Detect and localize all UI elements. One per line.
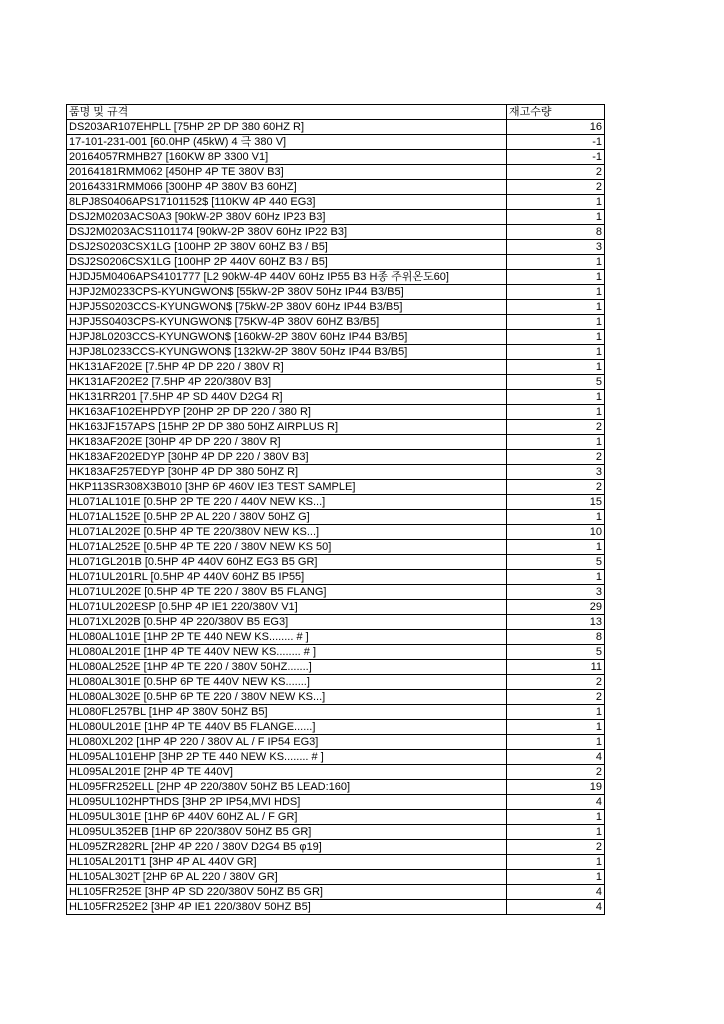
table-row xyxy=(67,570,605,585)
stock-qty-cell: 1 xyxy=(507,360,605,375)
item-name-cell: HL071UL202E [0.5HP 4P TE 220 / 380V B5 FLANG] xyxy=(67,585,507,600)
item-name-cell: HL071XL202B [0.5HP 4P 220/380V B5 EG3] xyxy=(67,615,507,630)
item-name-cell: DS203AR107EHPLL [75HP 2P DP 380 60HZ R] xyxy=(67,120,507,135)
stock-qty-cell: 4 xyxy=(507,900,605,915)
table-row xyxy=(67,795,605,810)
item-name-cell: HL095UL352EB [1HP 6P 220/380V 50HZ B5 GR] xyxy=(67,825,507,840)
table-row xyxy=(67,315,605,330)
stock-qty-cell: 10 xyxy=(507,525,605,540)
table-row xyxy=(67,660,605,675)
item-name-cell: HL095ZR282RL [2HP 4P 220 / 380V D2G4 B5 φ19] xyxy=(67,840,507,855)
stock-qty-cell: 4 xyxy=(507,750,605,765)
table-row xyxy=(67,855,605,870)
table-row xyxy=(67,405,605,420)
table-row xyxy=(67,270,605,285)
stock-qty-cell: 8 xyxy=(507,225,605,240)
stock-qty-cell: 3 xyxy=(507,465,605,480)
inventory-sheet xyxy=(66,104,605,915)
item-name-cell: HL071AL101E [0.5HP 2P TE 220 / 440V NEW KS...] xyxy=(67,495,507,510)
item-name-cell: HK183AF202EDYP [30HP 4P DP 220 / 380V B3] xyxy=(67,450,507,465)
table-row xyxy=(67,480,605,495)
stock-qty-cell: 4 xyxy=(507,885,605,900)
stock-qty-cell: 1 xyxy=(507,300,605,315)
table-row xyxy=(67,330,605,345)
table-row xyxy=(67,840,605,855)
header-item-name: 품명 및 규격 xyxy=(67,105,507,120)
table-row xyxy=(67,585,605,600)
table-row xyxy=(67,300,605,315)
item-name-cell: HL105FR252E [3HP 4P SD 220/380V 50HZ B5 GR] xyxy=(67,885,507,900)
inventory-table-body xyxy=(67,105,605,915)
item-name-cell: HL095UL102HPTHDS [3HP 2P IP54,MVI HDS] xyxy=(67,795,507,810)
item-name-cell: HL080AL252E [1HP 4P TE 220 / 380V 50HZ.......] xyxy=(67,660,507,675)
table-row xyxy=(67,435,605,450)
stock-qty-cell: 1 xyxy=(507,435,605,450)
stock-qty-cell: -1 xyxy=(507,150,605,165)
table-row xyxy=(67,285,605,300)
item-name-cell: 20164057RMHB27 [160KW 8P 3300 V1] xyxy=(67,150,507,165)
stock-qty-cell: 1 xyxy=(507,510,605,525)
stock-qty-cell: 3 xyxy=(507,585,605,600)
item-name-cell: HJPJ8L0233CCS-KYUNGWON$ [132kW-2P 380V 50Hz IP44 B3/B5] xyxy=(67,345,507,360)
stock-qty-cell: 1 xyxy=(507,825,605,840)
table-row xyxy=(67,120,605,135)
item-name-cell: HL071AL252E [0.5HP 4P TE 220 / 380V NEW KS 50] xyxy=(67,540,507,555)
table-row xyxy=(67,825,605,840)
item-name-cell: DSJ2S0206CSX1LG [100HP 2P 440V 60HZ B3 / B5] xyxy=(67,255,507,270)
table-row xyxy=(67,150,605,165)
item-name-cell: HK183AF257EDYP [30HP 4P DP 380 50HZ R] xyxy=(67,465,507,480)
item-name-cell: HL080AL201E [1HP 4P TE 440V NEW KS........ # ] xyxy=(67,645,507,660)
item-name-cell: HL095AL101EHP [3HP 2P TE 440 NEW KS........ # ] xyxy=(67,750,507,765)
stock-qty-cell: 2 xyxy=(507,840,605,855)
item-name-cell: 20164331RMM066 [300HP 4P 380V B3 60HZ] xyxy=(67,180,507,195)
stock-qty-cell: 1 xyxy=(507,735,605,750)
item-name-cell: HL095UL301E [1HP 6P 440V 60HZ AL / F GR] xyxy=(67,810,507,825)
stock-qty-cell: 1 xyxy=(507,855,605,870)
item-name-cell: HL095FR252ELL [2HP 4P 220/380V 50HZ B5 LEAD:160] xyxy=(67,780,507,795)
item-name-cell: HL071AL152E [0.5HP 2P AL 220 / 380V 50HZ G] xyxy=(67,510,507,525)
stock-qty-cell: 1 xyxy=(507,330,605,345)
stock-qty-cell: 5 xyxy=(507,645,605,660)
table-row xyxy=(67,600,605,615)
table-row xyxy=(67,465,605,480)
item-name-cell: HL080AL302E [0.5HP 6P TE 220 / 380V NEW KS...] xyxy=(67,690,507,705)
item-name-cell: HK131AF202E [7.5HP 4P DP 220 / 380V R] xyxy=(67,360,507,375)
stock-qty-cell: 1 xyxy=(507,705,605,720)
table-row xyxy=(67,210,605,225)
table-row xyxy=(67,375,605,390)
stock-qty-cell: 1 xyxy=(507,390,605,405)
item-name-cell: HKP113SR308X3B010 [3HP 6P 460V IE3 TEST SAMPLE] xyxy=(67,480,507,495)
table-row xyxy=(67,720,605,735)
stock-qty-cell: 5 xyxy=(507,375,605,390)
item-name-cell: DSJ2S0203CSX1LG [100HP 2P 380V 60HZ B3 / B5] xyxy=(67,240,507,255)
stock-qty-cell: 1 xyxy=(507,270,605,285)
stock-qty-cell: 2 xyxy=(507,420,605,435)
table-row xyxy=(67,390,605,405)
item-name-cell: HL080AL301E [0.5HP 6P TE 440V NEW KS.......] xyxy=(67,675,507,690)
item-name-cell: HJDJ5M0406APS4101777 [L2 90kW-4P 440V 60Hz IP55 B3 H종 주위온도60] xyxy=(67,270,507,285)
table-row xyxy=(67,555,605,570)
table-row xyxy=(67,900,605,915)
stock-qty-cell: 1 xyxy=(507,210,605,225)
table-row xyxy=(67,885,605,900)
stock-qty-cell: 1 xyxy=(507,810,605,825)
stock-qty-cell: 1 xyxy=(507,345,605,360)
table-row xyxy=(67,765,605,780)
stock-qty-cell: 1 xyxy=(507,285,605,300)
item-name-cell: 17-101-231-001 [60.0HP (45kW) 4 극 380 V] xyxy=(67,135,507,150)
item-name-cell: HL080XL202 [1HP 4P 220 / 380V AL / F IP54 EG3] xyxy=(67,735,507,750)
item-name-cell: DSJ2M0203ACS1101174 [90kW-2P 380V 60Hz IP22 B3] xyxy=(67,225,507,240)
stock-qty-cell: 1 xyxy=(507,315,605,330)
stock-qty-cell: 29 xyxy=(507,600,605,615)
table-row xyxy=(67,615,605,630)
table-row xyxy=(67,735,605,750)
table-row xyxy=(67,510,605,525)
item-name-cell: HK131RR201 [7.5HP 4P SD 440V D2G4 R] xyxy=(67,390,507,405)
item-name-cell: HL071GL201B [0.5HP 4P 440V 60HZ EG3 B5 GR] xyxy=(67,555,507,570)
item-name-cell: HL080FL257BL [1HP 4P 380V 50HZ B5] xyxy=(67,705,507,720)
stock-qty-cell: 2 xyxy=(507,690,605,705)
table-row xyxy=(67,705,605,720)
table-row xyxy=(67,675,605,690)
stock-qty-cell: 2 xyxy=(507,480,605,495)
stock-qty-cell: 3 xyxy=(507,240,605,255)
item-name-cell: HL105AL302T [2HP 6P AL 220 / 380V GR] xyxy=(67,870,507,885)
table-row xyxy=(67,255,605,270)
item-name-cell: 20164181RMM062 [450HP 4P TE 380V B3] xyxy=(67,165,507,180)
table-row xyxy=(67,750,605,765)
table-row xyxy=(67,525,605,540)
stock-qty-cell: 8 xyxy=(507,630,605,645)
item-name-cell: HL095AL201E [2HP 4P TE 440V] xyxy=(67,765,507,780)
stock-qty-cell: 1 xyxy=(507,405,605,420)
stock-qty-cell: 5 xyxy=(507,555,605,570)
stock-qty-cell: 1 xyxy=(507,195,605,210)
table-row xyxy=(67,225,605,240)
table-row xyxy=(67,780,605,795)
stock-qty-cell: 2 xyxy=(507,675,605,690)
table-row xyxy=(67,135,605,150)
item-name-cell: HJPJ5S0403CPS-KYUNGWON$ [75KW-4P 380V 60HZ B3/B5] xyxy=(67,315,507,330)
table-row xyxy=(67,630,605,645)
item-name-cell: HL105FR252E2 [3HP 4P IE1 220/380V 50HZ B5] xyxy=(67,900,507,915)
table-row xyxy=(67,345,605,360)
item-name-cell: HL080AL101E [1HP 2P TE 440 NEW KS........ # ] xyxy=(67,630,507,645)
item-name-cell: HL071AL202E [0.5HP 4P TE 220/380V NEW KS...] xyxy=(67,525,507,540)
item-name-cell: HK183AF202E [30HP 4P DP 220 / 380V R] xyxy=(67,435,507,450)
table-row xyxy=(67,540,605,555)
stock-qty-cell: 15 xyxy=(507,495,605,510)
inventory-table xyxy=(66,104,605,915)
stock-qty-cell: 2 xyxy=(507,765,605,780)
table-row xyxy=(67,420,605,435)
stock-qty-cell: 2 xyxy=(507,165,605,180)
table-row xyxy=(67,690,605,705)
table-row xyxy=(67,870,605,885)
table-row xyxy=(67,165,605,180)
table-row xyxy=(67,195,605,210)
stock-qty-cell: 19 xyxy=(507,780,605,795)
stock-qty-cell: 1 xyxy=(507,870,605,885)
table-row xyxy=(67,240,605,255)
stock-qty-cell: 16 xyxy=(507,120,605,135)
item-name-cell: HL071UL202ESP [0.5HP 4P IE1 220/380V V1] xyxy=(67,600,507,615)
stock-qty-cell: 13 xyxy=(507,615,605,630)
item-name-cell: HK131AF202E2 [7.5HP 4P 220/380V B3] xyxy=(67,375,507,390)
table-header-row xyxy=(67,105,605,120)
stock-qty-cell: 1 xyxy=(507,720,605,735)
table-row xyxy=(67,180,605,195)
table-row xyxy=(67,495,605,510)
item-name-cell: HL071UL201RL [0.5HP 4P 440V 60HZ B5 IP55] xyxy=(67,570,507,585)
item-name-cell: HJPJ2M0233CPS-KYUNGWON$ [55kW-2P 380V 50Hz IP44 B3/B5] xyxy=(67,285,507,300)
stock-qty-cell: -1 xyxy=(507,135,605,150)
stock-qty-cell: 2 xyxy=(507,180,605,195)
table-row xyxy=(67,645,605,660)
item-name-cell: HK163JF157APS [15HP 2P DP 380 50HZ AIRPLUS R] xyxy=(67,420,507,435)
table-row xyxy=(67,810,605,825)
stock-qty-cell: 4 xyxy=(507,795,605,810)
stock-qty-cell: 2 xyxy=(507,450,605,465)
table-row xyxy=(67,360,605,375)
stock-qty-cell: 1 xyxy=(507,540,605,555)
item-name-cell: HJPJ8L0203CCS-KYUNGWON$ [160kW-2P 380V 60Hz IP44 B3/B5] xyxy=(67,330,507,345)
stock-qty-cell: 11 xyxy=(507,660,605,675)
item-name-cell: DSJ2M0203ACS0A3 [90kW-2P 380V 60Hz IP23 B3] xyxy=(67,210,507,225)
item-name-cell: 8LPJ8S0406APS17101152$ [110KW 4P 440 EG3] xyxy=(67,195,507,210)
header-stock-qty: 재고수량 xyxy=(507,105,605,120)
stock-qty-cell: 1 xyxy=(507,255,605,270)
table-row xyxy=(67,450,605,465)
item-name-cell: HJPJ5S0203CCS-KYUNGWON$ [75kW-2P 380V 60Hz IP44 B3/B5] xyxy=(67,300,507,315)
item-name-cell: HL080UL201E [1HP 4P TE 440V B5 FLANGE......] xyxy=(67,720,507,735)
item-name-cell: HK163AF102EHPDYP [20HP 2P DP 220 / 380 R] xyxy=(67,405,507,420)
item-name-cell: HL105AL201T1 [3HP 4P AL 440V GR] xyxy=(67,855,507,870)
stock-qty-cell: 1 xyxy=(507,570,605,585)
